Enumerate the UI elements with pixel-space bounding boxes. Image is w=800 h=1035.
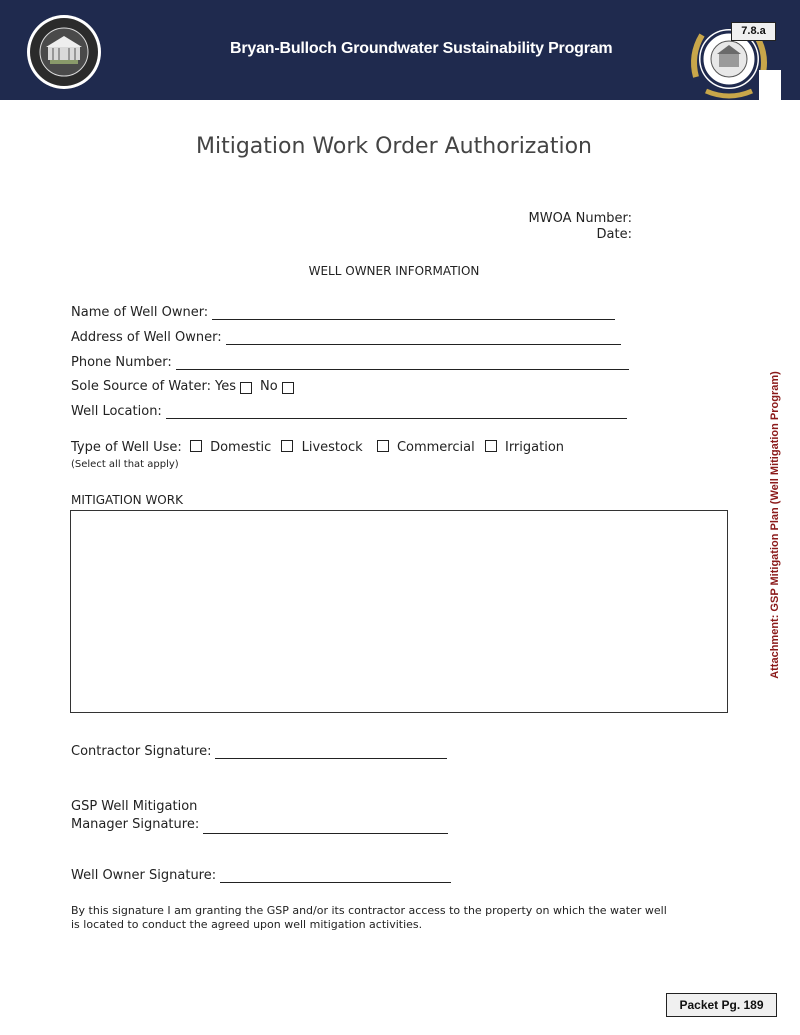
owner-name-label: Name of Well Owner: xyxy=(71,305,209,320)
phone-label: Phone Number: xyxy=(71,355,172,370)
owner-address-line[interactable] xyxy=(226,330,621,345)
commercial-checkbox[interactable] xyxy=(377,440,389,452)
livestock-label: Livestock xyxy=(301,440,363,455)
domestic-checkbox[interactable] xyxy=(190,440,202,452)
attachment-side-label: Attachment: GSP Mitigation Plan (Well Mitigation Program) xyxy=(769,371,781,679)
gsp-signature-line[interactable] xyxy=(203,819,448,834)
mitigation-work-box[interactable] xyxy=(70,510,728,713)
contractor-signature-line[interactable] xyxy=(215,744,447,759)
commercial-label: Commercial xyxy=(396,440,475,455)
phone-line[interactable] xyxy=(176,355,629,370)
date-label: Date: xyxy=(596,227,632,242)
livestock-checkbox[interactable] xyxy=(281,440,293,452)
sole-source-label: Sole Source of Water: xyxy=(71,379,211,394)
document-title: Mitigation Work Order Authorization xyxy=(196,134,592,159)
attachment-badge: 7.8.a xyxy=(731,22,776,41)
owner-address-label: Address of Well Owner: xyxy=(71,330,222,345)
header-bar xyxy=(0,0,800,100)
bryan-county-seal-icon xyxy=(26,14,102,90)
no-label: No xyxy=(259,379,278,394)
owner-signature-label: Well Owner Signature: xyxy=(71,868,217,883)
owner-name-line[interactable] xyxy=(212,305,615,320)
domestic-label: Domestic xyxy=(210,440,272,455)
packet-page-badge: Packet Pg. 189 xyxy=(666,993,777,1017)
owner-address-field xyxy=(71,330,621,345)
gsp-signature-field xyxy=(71,798,448,834)
well-location-label: Well Location: xyxy=(71,404,162,419)
well-use-label: Type of Well Use: xyxy=(71,440,182,455)
owner-name-field xyxy=(71,305,615,320)
mwoa-block xyxy=(450,211,632,243)
contractor-signature-label: Contractor Signature: xyxy=(71,744,212,759)
contractor-signature-field xyxy=(71,744,447,759)
consent-statement: By this signature I am granting the GSP and/or its contractor access to the property on which the water well is located to conduct the agreed upon well mitigation activities. xyxy=(71,904,667,931)
sole-source-field xyxy=(71,379,298,394)
well-use-note: (Select all that apply) xyxy=(71,459,179,470)
mwoa-number-label: MWOA Number: xyxy=(528,211,632,226)
section-heading: WELL OWNER INFORMATION xyxy=(308,264,480,278)
gsp-signature-label-line1: GSP Well Mitigation xyxy=(71,799,198,814)
well-location-line[interactable] xyxy=(166,404,627,419)
phone-field xyxy=(71,355,629,370)
no-checkbox[interactable] xyxy=(282,382,294,394)
irrigation-checkbox[interactable] xyxy=(485,440,497,452)
owner-signature-field xyxy=(71,868,451,883)
mitigation-work-label: MITIGATION WORK xyxy=(71,493,183,507)
owner-signature-line[interactable] xyxy=(220,868,451,883)
yes-label: Yes xyxy=(214,379,236,394)
program-title: Bryan-Bulloch Groundwater Sustainability Program xyxy=(230,40,613,57)
gsp-signature-label-line2: Manager Signature: xyxy=(71,817,200,832)
well-location-field xyxy=(71,404,627,419)
irrigation-label: Irrigation xyxy=(504,440,565,455)
yes-checkbox[interactable] xyxy=(240,382,252,394)
well-use-row xyxy=(71,440,564,455)
header-corner xyxy=(759,70,781,102)
